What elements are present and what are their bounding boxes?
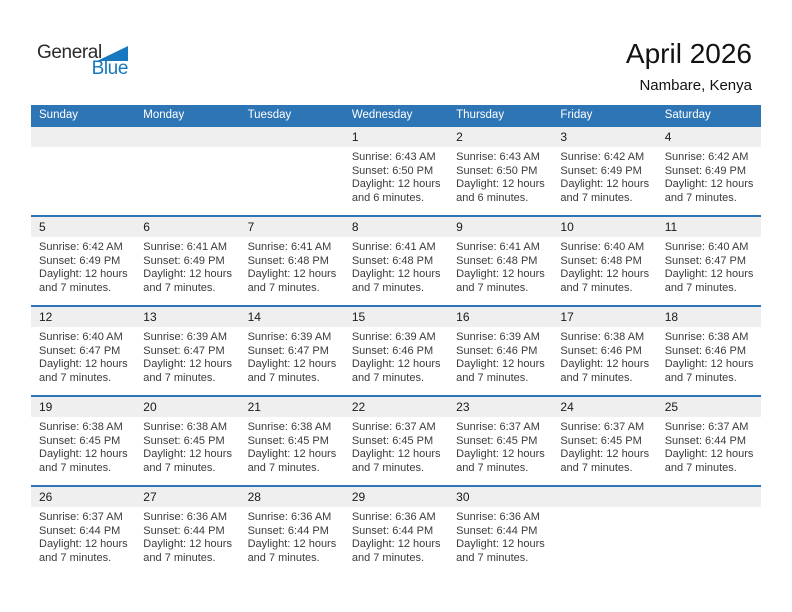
calendar-header: [626, 39, 752, 94]
day-cell: [448, 507, 552, 575]
day-daylight: Daylight: 12 hours: [664, 178, 754, 190]
day-sunrise: Sunrise: 6:41 AM: [456, 241, 540, 253]
day-header-cell: Saturday: [664, 109, 711, 121]
day-sunrise: Sunrise: 6:43 AM: [456, 151, 540, 163]
day-number: 27: [143, 490, 157, 504]
day-cell: [135, 327, 239, 395]
day-daylight: Daylight: 12 hours: [664, 358, 754, 370]
day-sunrise: Sunrise: 6:36 AM: [456, 511, 540, 523]
week-row: [31, 395, 761, 485]
empty-day-number: [657, 487, 761, 507]
day-sunset: Sunset: 6:49 PM: [143, 254, 225, 267]
day-cell: [657, 417, 761, 485]
day-daylight: and 7 minutes.: [39, 461, 112, 474]
day-daylight: and 7 minutes.: [560, 191, 633, 204]
day-daylight: and 6 minutes.: [351, 191, 424, 204]
day-daylight: Daylight: 12 hours: [247, 358, 337, 370]
day-cell: [448, 147, 552, 215]
day-number: 29: [351, 490, 366, 504]
day-cell: [657, 327, 761, 395]
day-number: 9: [456, 220, 463, 234]
day-sunrise: Sunrise: 6:41 AM: [143, 241, 228, 253]
day-number: 23: [456, 400, 470, 414]
day-number: 6: [143, 220, 150, 234]
day-sunset: Sunset: 6:46 PM: [560, 344, 642, 357]
day-cell: [31, 507, 135, 575]
day-sunrise: Sunrise: 6:39 AM: [351, 331, 436, 343]
day-daylight: and 7 minutes.: [39, 371, 112, 384]
day-sunrise: Sunrise: 6:42 AM: [39, 241, 123, 253]
day-daylight: and 7 minutes.: [456, 281, 529, 294]
day-sunrise: Sunrise: 6:36 AM: [351, 511, 436, 523]
day-number: 21: [247, 400, 261, 414]
day-sunrise: Sunrise: 6:38 AM: [143, 421, 228, 433]
day-cell: [31, 417, 135, 485]
day-number-band: [31, 217, 761, 237]
day-number: 1: [351, 130, 359, 144]
day-number-band: [31, 487, 761, 507]
day-daylight: Daylight: 12 hours: [456, 448, 545, 460]
day-number: 13: [143, 310, 157, 324]
day-cell: [31, 327, 135, 395]
general-blue-logo: [37, 42, 157, 82]
day-sunset: Sunset: 6:50 PM: [351, 164, 434, 177]
day-daylight: Daylight: 12 hours: [39, 448, 128, 460]
day-daylight: Daylight: 12 hours: [560, 448, 650, 460]
week-row: [31, 485, 761, 575]
day-sunrise: Sunrise: 6:36 AM: [247, 511, 332, 523]
day-cell: [240, 327, 344, 395]
week-row: [31, 215, 761, 305]
day-cell: [344, 147, 448, 215]
day-cell: [135, 237, 239, 305]
day-number: 20: [143, 400, 157, 414]
day-sunset: Sunset: 6:45 PM: [351, 434, 434, 447]
day-header-row: [31, 105, 761, 125]
day-sunset: Sunset: 6:46 PM: [664, 344, 747, 357]
day-number: 10: [560, 220, 574, 234]
day-sunrise: Sunrise: 6:39 AM: [143, 331, 228, 343]
day-daylight: and 7 minutes.: [664, 281, 737, 294]
day-daylight: and 7 minutes.: [143, 371, 216, 384]
day-daylight: Daylight: 12 hours: [39, 538, 128, 550]
empty-day-cell: [240, 147, 344, 215]
day-header-cell: Friday: [560, 109, 593, 121]
day-sunset: Sunset: 6:45 PM: [560, 434, 642, 447]
day-sunrise: Sunrise: 6:40 AM: [39, 331, 123, 343]
day-number: 30: [456, 490, 470, 504]
day-daylight: and 7 minutes.: [247, 371, 320, 384]
day-sunset: Sunset: 6:45 PM: [247, 434, 329, 447]
day-header-cell: Thursday: [456, 109, 505, 121]
day-sunrise: Sunrise: 6:37 AM: [560, 421, 645, 433]
day-sunrise: Sunrise: 6:40 AM: [560, 241, 645, 253]
day-number: 17: [560, 310, 574, 324]
day-header-cell: Tuesday: [247, 109, 292, 121]
day-sunset: Sunset: 6:46 PM: [456, 344, 538, 357]
day-cell: [135, 417, 239, 485]
day-cell: [240, 417, 344, 485]
day-number: 15: [351, 310, 366, 324]
day-number: 14: [247, 310, 261, 324]
day-cell: [657, 237, 761, 305]
day-sunset: Sunset: 6:44 PM: [143, 524, 225, 537]
empty-day-number: [240, 127, 344, 147]
day-details-row: [31, 417, 761, 485]
day-cell: [240, 237, 344, 305]
day-daylight: and 7 minutes.: [456, 551, 529, 564]
day-sunset: Sunset: 6:45 PM: [39, 434, 121, 447]
day-sunset: Sunset: 6:49 PM: [39, 254, 121, 267]
day-sunrise: Sunrise: 6:41 AM: [351, 241, 436, 253]
day-sunrise: Sunrise: 6:42 AM: [664, 151, 749, 163]
day-header-cell: Monday: [143, 109, 185, 121]
day-sunset: Sunset: 6:50 PM: [456, 164, 538, 177]
day-sunrise: Sunrise: 6:37 AM: [664, 421, 749, 433]
day-sunset: Sunset: 6:47 PM: [143, 344, 225, 357]
day-sunset: Sunset: 6:44 PM: [39, 524, 121, 537]
day-sunrise: Sunrise: 6:37 AM: [351, 421, 436, 433]
day-sunset: Sunset: 6:49 PM: [560, 164, 642, 177]
day-daylight: Daylight: 12 hours: [247, 448, 337, 460]
day-sunrise: Sunrise: 6:39 AM: [456, 331, 540, 343]
day-daylight: and 7 minutes.: [456, 371, 529, 384]
day-daylight: Daylight: 12 hours: [664, 448, 754, 460]
day-daylight: and 7 minutes.: [664, 191, 737, 204]
day-daylight: and 7 minutes.: [247, 461, 320, 474]
day-daylight: and 7 minutes.: [143, 281, 216, 294]
week-row: [31, 125, 761, 215]
day-cell: [552, 147, 656, 215]
day-number: 8: [351, 220, 359, 234]
day-sunrise: Sunrise: 6:41 AM: [247, 241, 332, 253]
day-sunset: Sunset: 6:44 PM: [456, 524, 538, 537]
day-daylight: Daylight: 12 hours: [143, 358, 232, 370]
day-cell: [552, 237, 656, 305]
day-sunrise: Sunrise: 6:42 AM: [560, 151, 645, 163]
day-daylight: and 7 minutes.: [351, 551, 424, 564]
day-sunrise: Sunrise: 6:37 AM: [456, 421, 540, 433]
day-details-row: [31, 237, 761, 305]
day-number: 3: [560, 130, 568, 144]
day-daylight: and 7 minutes.: [560, 461, 633, 474]
day-daylight: Daylight: 12 hours: [456, 358, 545, 370]
day-details-row: [31, 327, 761, 395]
day-cell: [448, 417, 552, 485]
day-daylight: Daylight: 12 hours: [143, 448, 232, 460]
day-daylight: Daylight: 12 hours: [456, 178, 545, 190]
day-number: 7: [247, 220, 255, 234]
day-daylight: and 7 minutes.: [39, 551, 112, 564]
day-daylight: Daylight: 12 hours: [143, 538, 232, 550]
day-cell: [344, 507, 448, 575]
day-sunset: Sunset: 6:44 PM: [351, 524, 434, 537]
empty-day-number: [31, 127, 135, 147]
day-number: 25: [664, 400, 679, 414]
day-daylight: Daylight: 12 hours: [351, 358, 441, 370]
day-daylight: and 7 minutes.: [560, 371, 633, 384]
empty-day-cell: [31, 147, 135, 215]
day-daylight: and 7 minutes.: [351, 461, 424, 474]
day-cell: [657, 147, 761, 215]
day-cell: [240, 507, 344, 575]
day-daylight: and 7 minutes.: [664, 371, 737, 384]
day-sunrise: Sunrise: 6:40 AM: [664, 241, 749, 253]
day-number: 26: [39, 490, 53, 504]
logo-blue-text: Blue: [91, 58, 128, 79]
day-daylight: Daylight: 12 hours: [351, 268, 441, 280]
day-number: 28: [247, 490, 261, 504]
day-sunset: Sunset: 6:49 PM: [664, 164, 747, 177]
calendar-table: [31, 105, 761, 575]
day-cell: [448, 237, 552, 305]
day-daylight: and 7 minutes.: [664, 461, 737, 474]
day-details-row: [31, 507, 761, 575]
day-sunrise: Sunrise: 6:36 AM: [143, 511, 228, 523]
month-title: April 2026: [625, 38, 752, 69]
day-details-row: [31, 147, 761, 215]
day-sunrise: Sunrise: 6:38 AM: [247, 421, 332, 433]
day-cell: [344, 237, 448, 305]
empty-day-cell: [552, 507, 656, 575]
day-number: 24: [560, 400, 574, 414]
day-sunset: Sunset: 6:48 PM: [351, 254, 434, 267]
day-sunset: Sunset: 6:47 PM: [664, 254, 747, 267]
day-daylight: Daylight: 12 hours: [39, 268, 128, 280]
day-cell: [31, 237, 135, 305]
day-number: 4: [664, 130, 672, 144]
empty-day-cell: [135, 147, 239, 215]
day-number: 16: [456, 310, 470, 324]
day-sunset: Sunset: 6:47 PM: [39, 344, 121, 357]
location-subtitle: Nambare, Kenya: [639, 76, 752, 94]
day-sunrise: Sunrise: 6:37 AM: [39, 511, 123, 523]
day-number-band: [31, 127, 761, 147]
day-sunset: Sunset: 6:45 PM: [456, 434, 538, 447]
empty-day-number: [552, 487, 656, 507]
day-daylight: Daylight: 12 hours: [351, 538, 441, 550]
day-daylight: and 7 minutes.: [560, 281, 633, 294]
day-daylight: and 7 minutes.: [143, 461, 216, 474]
day-daylight: Daylight: 12 hours: [560, 358, 650, 370]
day-sunset: Sunset: 6:48 PM: [560, 254, 642, 267]
day-daylight: Daylight: 12 hours: [351, 178, 441, 190]
empty-day-cell: [657, 507, 761, 575]
day-header-cell: Sunday: [39, 109, 79, 121]
day-daylight: Daylight: 12 hours: [351, 448, 441, 460]
day-daylight: Daylight: 12 hours: [664, 268, 754, 280]
logo-general-text: General: [37, 42, 102, 63]
day-daylight: and 6 minutes.: [456, 191, 529, 204]
day-number: 11: [664, 220, 678, 234]
day-cell: [552, 417, 656, 485]
day-number-band: [31, 307, 761, 327]
day-daylight: Daylight: 12 hours: [456, 268, 545, 280]
day-daylight: Daylight: 12 hours: [247, 268, 337, 280]
day-daylight: and 7 minutes.: [39, 281, 112, 294]
day-daylight: Daylight: 12 hours: [39, 358, 128, 370]
day-header-cell: Wednesday: [351, 109, 413, 121]
day-sunrise: Sunrise: 6:38 AM: [664, 331, 749, 343]
day-number: 5: [39, 220, 46, 234]
day-sunset: Sunset: 6:47 PM: [247, 344, 329, 357]
day-daylight: and 7 minutes.: [247, 281, 320, 294]
day-daylight: and 7 minutes.: [247, 551, 320, 564]
day-number: 18: [664, 310, 679, 324]
day-daylight: Daylight: 12 hours: [560, 268, 650, 280]
day-cell: [135, 507, 239, 575]
day-sunrise: Sunrise: 6:39 AM: [247, 331, 332, 343]
day-sunset: Sunset: 6:45 PM: [143, 434, 225, 447]
day-daylight: Daylight: 12 hours: [560, 178, 650, 190]
calendar-weeks: [31, 125, 761, 575]
day-number: 22: [351, 400, 366, 414]
day-sunset: Sunset: 6:48 PM: [247, 254, 329, 267]
empty-day-number: [135, 127, 239, 147]
day-daylight: and 7 minutes.: [351, 281, 424, 294]
day-cell: [448, 327, 552, 395]
day-sunset: Sunset: 6:48 PM: [456, 254, 538, 267]
day-cell: [344, 327, 448, 395]
day-number: 12: [39, 310, 53, 324]
day-sunrise: Sunrise: 6:38 AM: [560, 331, 645, 343]
day-sunset: Sunset: 6:44 PM: [664, 434, 747, 447]
day-sunset: Sunset: 6:46 PM: [351, 344, 434, 357]
day-number: 19: [39, 400, 53, 414]
day-daylight: and 7 minutes.: [351, 371, 424, 384]
day-number: 2: [456, 130, 463, 144]
day-daylight: and 7 minutes.: [143, 551, 216, 564]
day-daylight: Daylight: 12 hours: [456, 538, 545, 550]
day-sunrise: Sunrise: 6:43 AM: [351, 151, 436, 163]
day-number-band: [31, 397, 761, 417]
day-cell: [344, 417, 448, 485]
day-sunset: Sunset: 6:44 PM: [247, 524, 329, 537]
day-sunrise: Sunrise: 6:38 AM: [39, 421, 123, 433]
day-daylight: Daylight: 12 hours: [143, 268, 232, 280]
day-daylight: Daylight: 12 hours: [247, 538, 337, 550]
day-daylight: and 7 minutes.: [456, 461, 529, 474]
week-row: [31, 305, 761, 395]
day-cell: [552, 327, 656, 395]
